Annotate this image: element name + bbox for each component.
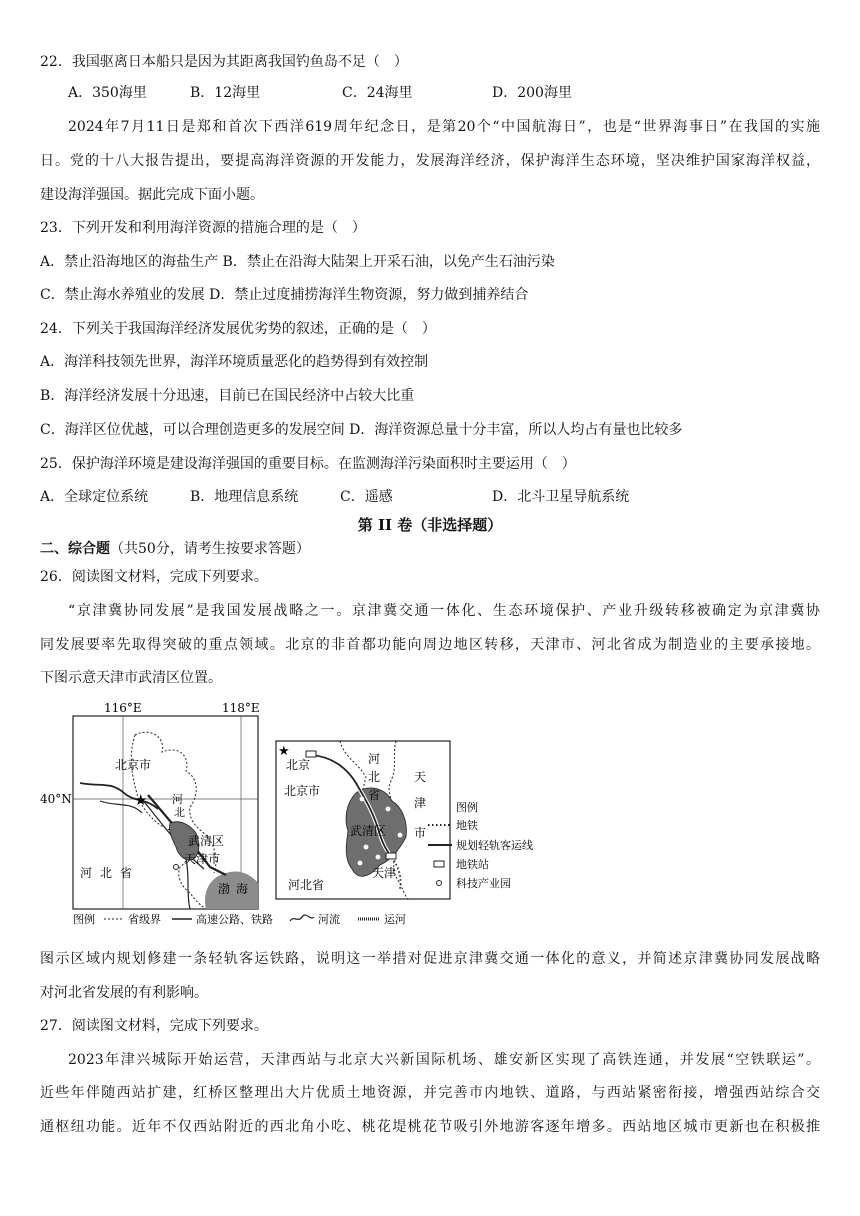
legend-provincial-boundary: 省级界 [128,913,161,926]
q24-option-b: B．海洋经济发展十分迅速，目前已在国民经济中占较大比重 [40,388,415,404]
q22-option-b: B．12海里 [190,85,261,101]
section-heading-label: 二、综合题 [40,541,110,557]
q22-option-d: D．200海里 [492,85,572,101]
section-heading [40,539,310,559]
legend-river: 河流 [318,913,340,926]
question-25: 25．保护海洋环境是建设海洋强国的重要目标。在监测海洋污染面积时主要运用（ ） [40,456,576,472]
question-26: 26．阅读图文材料，完成下列要求。 [40,569,268,585]
beijing-star-icon-right: ★ [278,744,290,759]
tianjin-marker-icon [174,865,179,870]
q23-options-cd: C．禁止海水养殖业的发展 D．禁止过度捕捞海洋生物资源，努力做到捕养结合 [40,287,529,303]
material-line-2: 日。党的十八大报告提出，要提高海洋资源的开发能力，发展海洋经济，保护海洋生态环境，坚决维护国家海洋权益， [40,153,820,169]
beijing-star-icon: ★ [134,791,148,809]
label-bohai: 渤海 [218,882,255,896]
wuqing-location-map [40,697,560,927]
q25-option-a: A．全球定位系统 [40,489,149,505]
material-line-1: 2024年7月11日是郑和首次下西洋619周年纪念日，是第20个“中国航海日”，也是“世界海事日”在我国的实施 [68,119,820,135]
legend-station-symbol [434,861,444,867]
q24-options-cd: C．海洋区位优越，可以合理创造更多的发展空间 D．海洋资源总量十分丰富，所以人均占有量也比较多 [40,422,683,438]
label-wuqing-left: 武清区 [188,834,225,848]
lat-label-40: 40°N [40,792,72,806]
legend-river-symbol [290,915,314,921]
label-tianjin-tian: 天 [414,770,427,784]
tech-park-icon-6 [358,861,362,865]
label-tianjin-shi: 市 [414,826,427,840]
q27-material-line-2: 近些年伴随西站扩建，红桥区整理出大片优质土地资源，并完善市内地铁、道路，与西站紧密衔接，增强西站综合交 [40,1085,820,1101]
question-23: 23．下列开发和利用海洋资源的措施合理的是（ ） [40,220,366,236]
label-beijing-city-right: 北京市 [284,784,321,798]
q26-prompt-line-1: 图示区域内规划修建一条轻轨客运铁路，说明这一举措对促进京津冀交通一体化的意义，并简述京津冀协同发展战略 [40,951,820,967]
label-hebei-short-1: 河 [172,793,183,806]
station-beijing-icon [306,751,316,757]
legend-station: 地铁站 [456,858,489,871]
legend-tech-park-symbol [437,881,442,886]
label-tianjin-jin: 津 [414,796,427,810]
legend-title-left: 图例 [73,913,95,926]
q22-option-a: A．350海里 [68,85,147,101]
section-title: 第 II 卷（非选择题） [357,516,503,534]
tech-park-icon-5 [376,855,380,859]
legend-title-right: 图例 [456,801,478,814]
q22-option-c: C．24海里 [342,85,413,101]
label-wuqing-right: 武清区 [350,824,387,838]
lon-label-116: 116°E [104,701,142,715]
legend-subway: 地铁 [456,819,478,832]
label-hebei-bei: 北 [368,770,381,784]
question-22: 22．我国驱离日本船只是因为其距离我国钓鱼岛不足（ ） [40,54,408,70]
tech-park-icon-1 [360,797,364,801]
label-hebei-short-2: 北 [174,806,185,819]
material-line-3: 建设海洋强国。据此完成下面小题。 [40,187,264,203]
station-tianjin-icon [386,853,396,859]
label-hebei-province-left: 河北省 [80,866,141,880]
legend-tech-park: 科技产业园 [456,877,511,890]
label-hebei-province-right: 河北省 [288,878,325,892]
legend-highway-rail: 高速公路、铁路 [196,913,273,926]
lon-label-118: 118°E [222,701,260,715]
question-24: 24．下列关于我国海洋经济发展优劣势的叙述，正确的是（ ） [40,321,436,337]
tech-park-icon-4 [364,845,368,849]
q27-material-line-3: 通枢纽功能。近年不仅西站附近的西北角小吃、桃花堤桃花节吸引外地游客逐年增多。西站地区城市更新也在积极推 [40,1119,820,1135]
q26-material-line-2: 同发展要率先取得突破的重点领域。北京的非首都功能向周边地区转移，天津市、河北省成为制造业的主要承接地。 [40,637,820,653]
label-tianjin-right: 天津 [372,866,397,880]
q25-option-c: C．遥感 [340,489,393,505]
q23-options-ab: A．禁止沿海地区的海盐生产 B．禁止在沿海大陆架上开采石油，以免产生石油污染 [40,254,555,270]
label-beijing-city: 北京市 [115,758,152,772]
q26-prompt-line-2: 对河北省发展的有利影响。 [40,985,208,1001]
label-hebei-he: 河 [368,752,381,766]
tech-park-icon-2 [386,807,390,811]
q24-option-a: A．海洋科技领先世界，海洋环境质量恶化的趋势得到有效控制 [40,354,429,370]
question-27: 27．阅读图文材料，完成下列要求。 [40,1018,268,1034]
q26-material-line-1: “京津冀协同发展”是我国发展战略之一。京津冀交通一体化、生态环境保护、产业升级转移被确定为京津冀协 [68,603,820,619]
legend-light-rail: 规划轻轨客运线 [456,839,533,852]
q25-option-b: B．地理信息系统 [190,489,299,505]
section-heading-note: （共50分，请考生按要求答题） [110,541,310,557]
q27-material-line-1: 2023年津兴城际开始运营，天津西站与北京大兴新国际机场、雄安新区实现了高铁连通，并发展“空铁联运”。 [68,1052,820,1068]
label-beijing-right: 北京 [286,758,311,772]
label-hebei-sheng: 省 [368,788,381,802]
q25-option-d: D．北斗卫星导航系统 [492,489,630,505]
q26-material-line-3: 下图示意天津市武清区位置。 [40,670,222,686]
legend-canal: 运河 [384,913,406,926]
tech-park-icon-3 [398,833,402,837]
label-tianjin-city: 天津市 [184,852,221,866]
